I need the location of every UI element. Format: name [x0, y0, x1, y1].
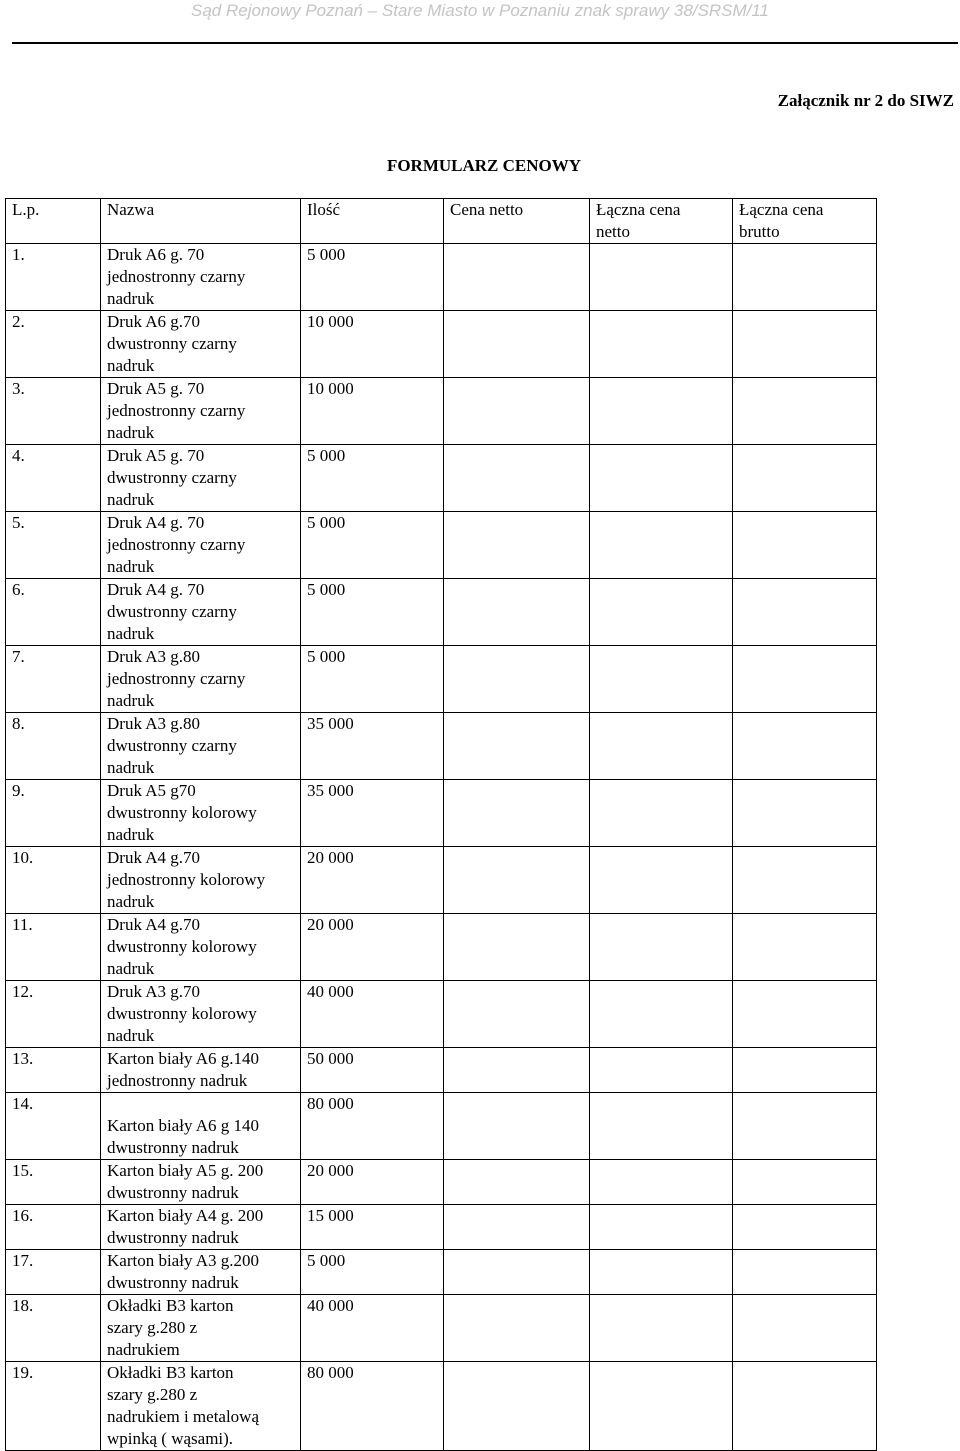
table-row — [6, 713, 877, 780]
quantity-cell: 5 000 — [301, 579, 444, 646]
item-name-cell: Druk A5 g. 70 jednostronny czarny nadruk — [101, 378, 301, 445]
total-net-cell[interactable] — [590, 780, 733, 847]
total-gross-cell[interactable] — [733, 378, 877, 445]
net-price-cell[interactable] — [444, 1160, 590, 1205]
quantity-cell: 5 000 — [301, 646, 444, 713]
lp-cell: 5. — [6, 512, 101, 579]
net-price-cell[interactable] — [444, 780, 590, 847]
net-price-cell[interactable] — [444, 646, 590, 713]
quantity-cell: 35 000 — [301, 780, 444, 847]
net-price-cell[interactable] — [444, 981, 590, 1048]
net-price-cell[interactable] — [444, 847, 590, 914]
total-gross-cell[interactable] — [733, 981, 877, 1048]
quantity-cell: 50 000 — [301, 1048, 444, 1093]
total-gross-cell[interactable] — [733, 646, 877, 713]
lp-cell: 4. — [6, 445, 101, 512]
total-gross-cell[interactable] — [733, 1205, 877, 1250]
item-name-cell: Druk A4 g. 70 dwustronny czarny nadruk — [101, 579, 301, 646]
table-row — [6, 1295, 877, 1362]
total-gross-cell[interactable] — [733, 1250, 877, 1295]
running-header: Sąd Rejonowy Poznań – Stare Miasto w Poznaniu znak sprawy 38/SRSM/11 — [191, 1, 769, 20]
item-name-cell: Druk A5 g70 dwustronny kolorowy nadruk — [101, 780, 301, 847]
net-price-cell[interactable] — [444, 512, 590, 579]
item-name-cell: Druk A3 g.80 jednostronny czarny nadruk — [101, 646, 301, 713]
table-row — [6, 311, 877, 378]
total-net-cell[interactable] — [590, 1160, 733, 1205]
quantity-cell: 80 000 — [301, 1093, 444, 1160]
lp-cell: 15. — [6, 1160, 101, 1205]
total-gross-cell[interactable] — [733, 1362, 877, 1451]
lp-cell: 10. — [6, 847, 101, 914]
lp-cell: 9. — [6, 780, 101, 847]
total-gross-cell[interactable] — [733, 512, 877, 579]
item-name-cell: Karton biały A6 g.140 jednostronny nadruk — [101, 1048, 301, 1093]
total-gross-cell[interactable] — [733, 1295, 877, 1362]
total-gross-cell[interactable] — [733, 244, 877, 311]
table-row — [6, 646, 877, 713]
total-net-cell[interactable] — [590, 1295, 733, 1362]
table-row — [6, 445, 877, 512]
form-title: FORMULARZ CENOWY — [386, 156, 582, 175]
quantity-cell: 5 000 — [301, 445, 444, 512]
column-header-total-net: Łączna cena netto — [590, 199, 733, 244]
quantity-cell: 20 000 — [301, 1160, 444, 1205]
total-net-cell[interactable] — [590, 713, 733, 780]
quantity-cell: 80 000 — [301, 1362, 444, 1451]
quantity-cell: 5 000 — [301, 1250, 444, 1295]
table-row — [6, 512, 877, 579]
net-price-cell[interactable] — [444, 445, 590, 512]
table-row — [6, 1093, 877, 1160]
table-row — [6, 244, 877, 311]
column-header-qty: Ilość — [301, 199, 444, 244]
total-net-cell[interactable] — [590, 1093, 733, 1160]
net-price-cell[interactable] — [444, 378, 590, 445]
net-price-cell[interactable] — [444, 311, 590, 378]
lp-cell: 18. — [6, 1295, 101, 1362]
total-net-cell[interactable] — [590, 311, 733, 378]
item-name-cell: Okładki B3 karton szary g.280 z nadrukiem i metalową wpinką ( wąsami). — [101, 1362, 301, 1451]
lp-cell: 13. — [6, 1048, 101, 1093]
price-table — [5, 198, 877, 1451]
lp-cell: 8. — [6, 713, 101, 780]
net-price-cell[interactable] — [444, 914, 590, 981]
column-header-name: Nazwa — [101, 199, 301, 244]
table-row — [6, 378, 877, 445]
total-net-cell[interactable] — [590, 512, 733, 579]
header-rule — [12, 42, 958, 44]
table-row — [6, 1160, 877, 1205]
total-net-cell[interactable] — [590, 445, 733, 512]
total-net-cell[interactable] — [590, 1205, 733, 1250]
net-price-cell[interactable] — [444, 1250, 590, 1295]
item-name-cell: Karton biały A5 g. 200 dwustronny nadruk — [101, 1160, 301, 1205]
total-net-cell[interactable] — [590, 1362, 733, 1451]
price-table-body — [6, 199, 877, 1451]
table-row — [6, 1250, 877, 1295]
column-header-total-gross: Łączna cena brutto — [733, 199, 877, 244]
attachment-note: Załącznik nr 2 do SIWZ — [777, 91, 954, 110]
total-gross-cell[interactable] — [733, 1048, 877, 1093]
quantity-cell: 10 000 — [301, 311, 444, 378]
lp-cell: 2. — [6, 311, 101, 378]
quantity-cell: 5 000 — [301, 244, 444, 311]
quantity-cell: 20 000 — [301, 914, 444, 981]
net-price-cell[interactable] — [444, 713, 590, 780]
lp-cell: 7. — [6, 646, 101, 713]
column-header-lp: L.p. — [6, 199, 101, 244]
quantity-cell: 15 000 — [301, 1205, 444, 1250]
table-row — [6, 1205, 877, 1250]
lp-cell: 16. — [6, 1205, 101, 1250]
table-row — [6, 1362, 877, 1451]
total-net-cell[interactable] — [590, 244, 733, 311]
total-gross-cell[interactable] — [733, 445, 877, 512]
quantity-cell: 10 000 — [301, 378, 444, 445]
lp-cell: 17. — [6, 1250, 101, 1295]
total-gross-cell[interactable] — [733, 579, 877, 646]
item-name-cell: Okładki B3 karton szary g.280 z nadrukiem — [101, 1295, 301, 1362]
item-name-cell: Druk A3 g.70 dwustronny kolorowy nadruk — [101, 981, 301, 1048]
table-header-row — [6, 199, 877, 244]
total-gross-cell[interactable] — [733, 713, 877, 780]
quantity-cell: 35 000 — [301, 713, 444, 780]
item-name-cell: Karton biały A3 g.200 dwustronny nadruk — [101, 1250, 301, 1295]
table-row — [6, 847, 877, 914]
table-row — [6, 780, 877, 847]
total-gross-cell[interactable] — [733, 311, 877, 378]
item-name-cell: Druk A4 g.70 dwustronny kolorowy nadruk — [101, 914, 301, 981]
total-gross-cell[interactable] — [733, 847, 877, 914]
quantity-cell: 40 000 — [301, 1295, 444, 1362]
column-header-net-price: Cena netto — [444, 199, 590, 244]
total-gross-cell[interactable] — [733, 1160, 877, 1205]
total-net-cell[interactable] — [590, 1250, 733, 1295]
item-name-cell: Druk A6 g.70 dwustronny czarny nadruk — [101, 311, 301, 378]
lp-cell: 12. — [6, 981, 101, 1048]
item-name-cell: Druk A6 g. 70 jednostronny czarny nadruk — [101, 244, 301, 311]
total-net-cell[interactable] — [590, 847, 733, 914]
table-row — [6, 1048, 877, 1093]
quantity-cell: 40 000 — [301, 981, 444, 1048]
lp-cell: 11. — [6, 914, 101, 981]
net-price-cell[interactable] — [444, 579, 590, 646]
total-net-cell[interactable] — [590, 914, 733, 981]
lp-cell: 6. — [6, 579, 101, 646]
item-name-cell: Druk A5 g. 70 dwustronny czarny nadruk — [101, 445, 301, 512]
item-name-cell: Druk A3 g.80 dwustronny czarny nadruk — [101, 713, 301, 780]
total-net-cell[interactable] — [590, 1048, 733, 1093]
total-net-cell[interactable] — [590, 579, 733, 646]
net-price-cell[interactable] — [444, 1093, 590, 1160]
lp-cell: 14. — [6, 1093, 101, 1160]
total-net-cell[interactable] — [590, 378, 733, 445]
net-price-cell[interactable] — [444, 1295, 590, 1362]
total-gross-cell[interactable] — [733, 1093, 877, 1160]
net-price-cell[interactable] — [444, 244, 590, 311]
net-price-cell[interactable] — [444, 1048, 590, 1093]
total-gross-cell[interactable] — [733, 780, 877, 847]
net-price-cell[interactable] — [444, 1362, 590, 1451]
quantity-cell: 20 000 — [301, 847, 444, 914]
total-net-cell[interactable] — [590, 981, 733, 1048]
lp-cell: 1. — [6, 244, 101, 311]
item-name-cell: Druk A4 g.70 jednostronny kolorowy nadruk — [101, 847, 301, 914]
total-net-cell[interactable] — [590, 646, 733, 713]
table-row — [6, 914, 877, 981]
lp-cell: 19. — [6, 1362, 101, 1451]
item-name-cell: Karton biały A4 g. 200 dwustronny nadruk — [101, 1205, 301, 1250]
table-row — [6, 981, 877, 1048]
lp-cell: 3. — [6, 378, 101, 445]
item-name-cell: Karton biały A6 g 140 dwustronny nadruk — [101, 1093, 301, 1160]
item-name-cell: Druk A4 g. 70 jednostronny czarny nadruk — [101, 512, 301, 579]
total-gross-cell[interactable] — [733, 914, 877, 981]
table-row — [6, 579, 877, 646]
quantity-cell: 5 000 — [301, 512, 444, 579]
net-price-cell[interactable] — [444, 1205, 590, 1250]
